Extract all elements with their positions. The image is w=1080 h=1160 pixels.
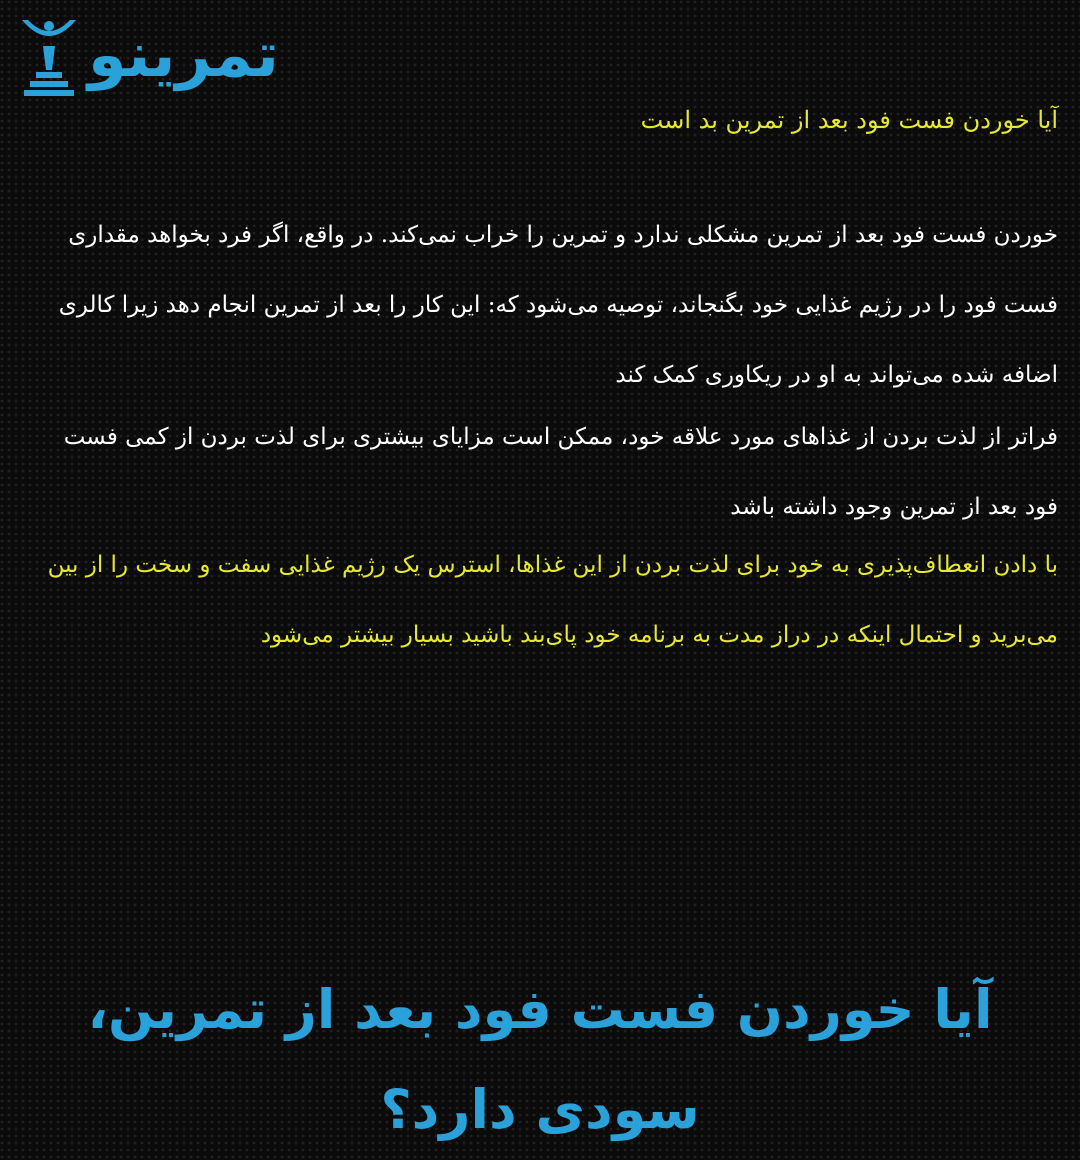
article-paragraph-highlight: با دادن انعطاف‌پذیری به خود برای لذت بردن از این غذاها، استرس یک رژیم غذایی سفت و سخت را از بین می‌برید و احتمال اینکه در دراز مدت به برنامه خود پای‌بند باشید بسیار بیشتر می‌شود: [47, 552, 1058, 648]
article-title: آیا خوردن فست فود بعد از تمرین بد است: [640, 106, 1058, 134]
article-paragraph: فراتر از لذت بردن از غذاهای مورد علاقه خود، ممکن است مزایای بیشتری برای لذت بردن از کمی فست فود بعد از تمرین وجود داشته باشد: [63, 424, 1058, 520]
trophy-cup-icon: [14, 12, 84, 98]
footer-question: آیا خوردن فست فود بعد از تمرین، سودی دارد؟: [87, 978, 993, 1141]
article: [40, 95, 1058, 670]
article-paragraph: خوردن فست فود بعد از تمرین مشکلی ندارد و تمرین را خراب نمی‌کند. در واقع، اگر فرد بخواهد مقداری فست فود را در رژیم غذایی خود بگنجاند، توصیه می‌شود که: این کار را بعد از تمرین انجام دهد زیرا کالری اضافه شده می‌تواند به او در ریکاوری کمک کند: [58, 222, 1058, 388]
brand-name: تمرینو: [88, 18, 279, 91]
brand-logo: [14, 10, 444, 100]
